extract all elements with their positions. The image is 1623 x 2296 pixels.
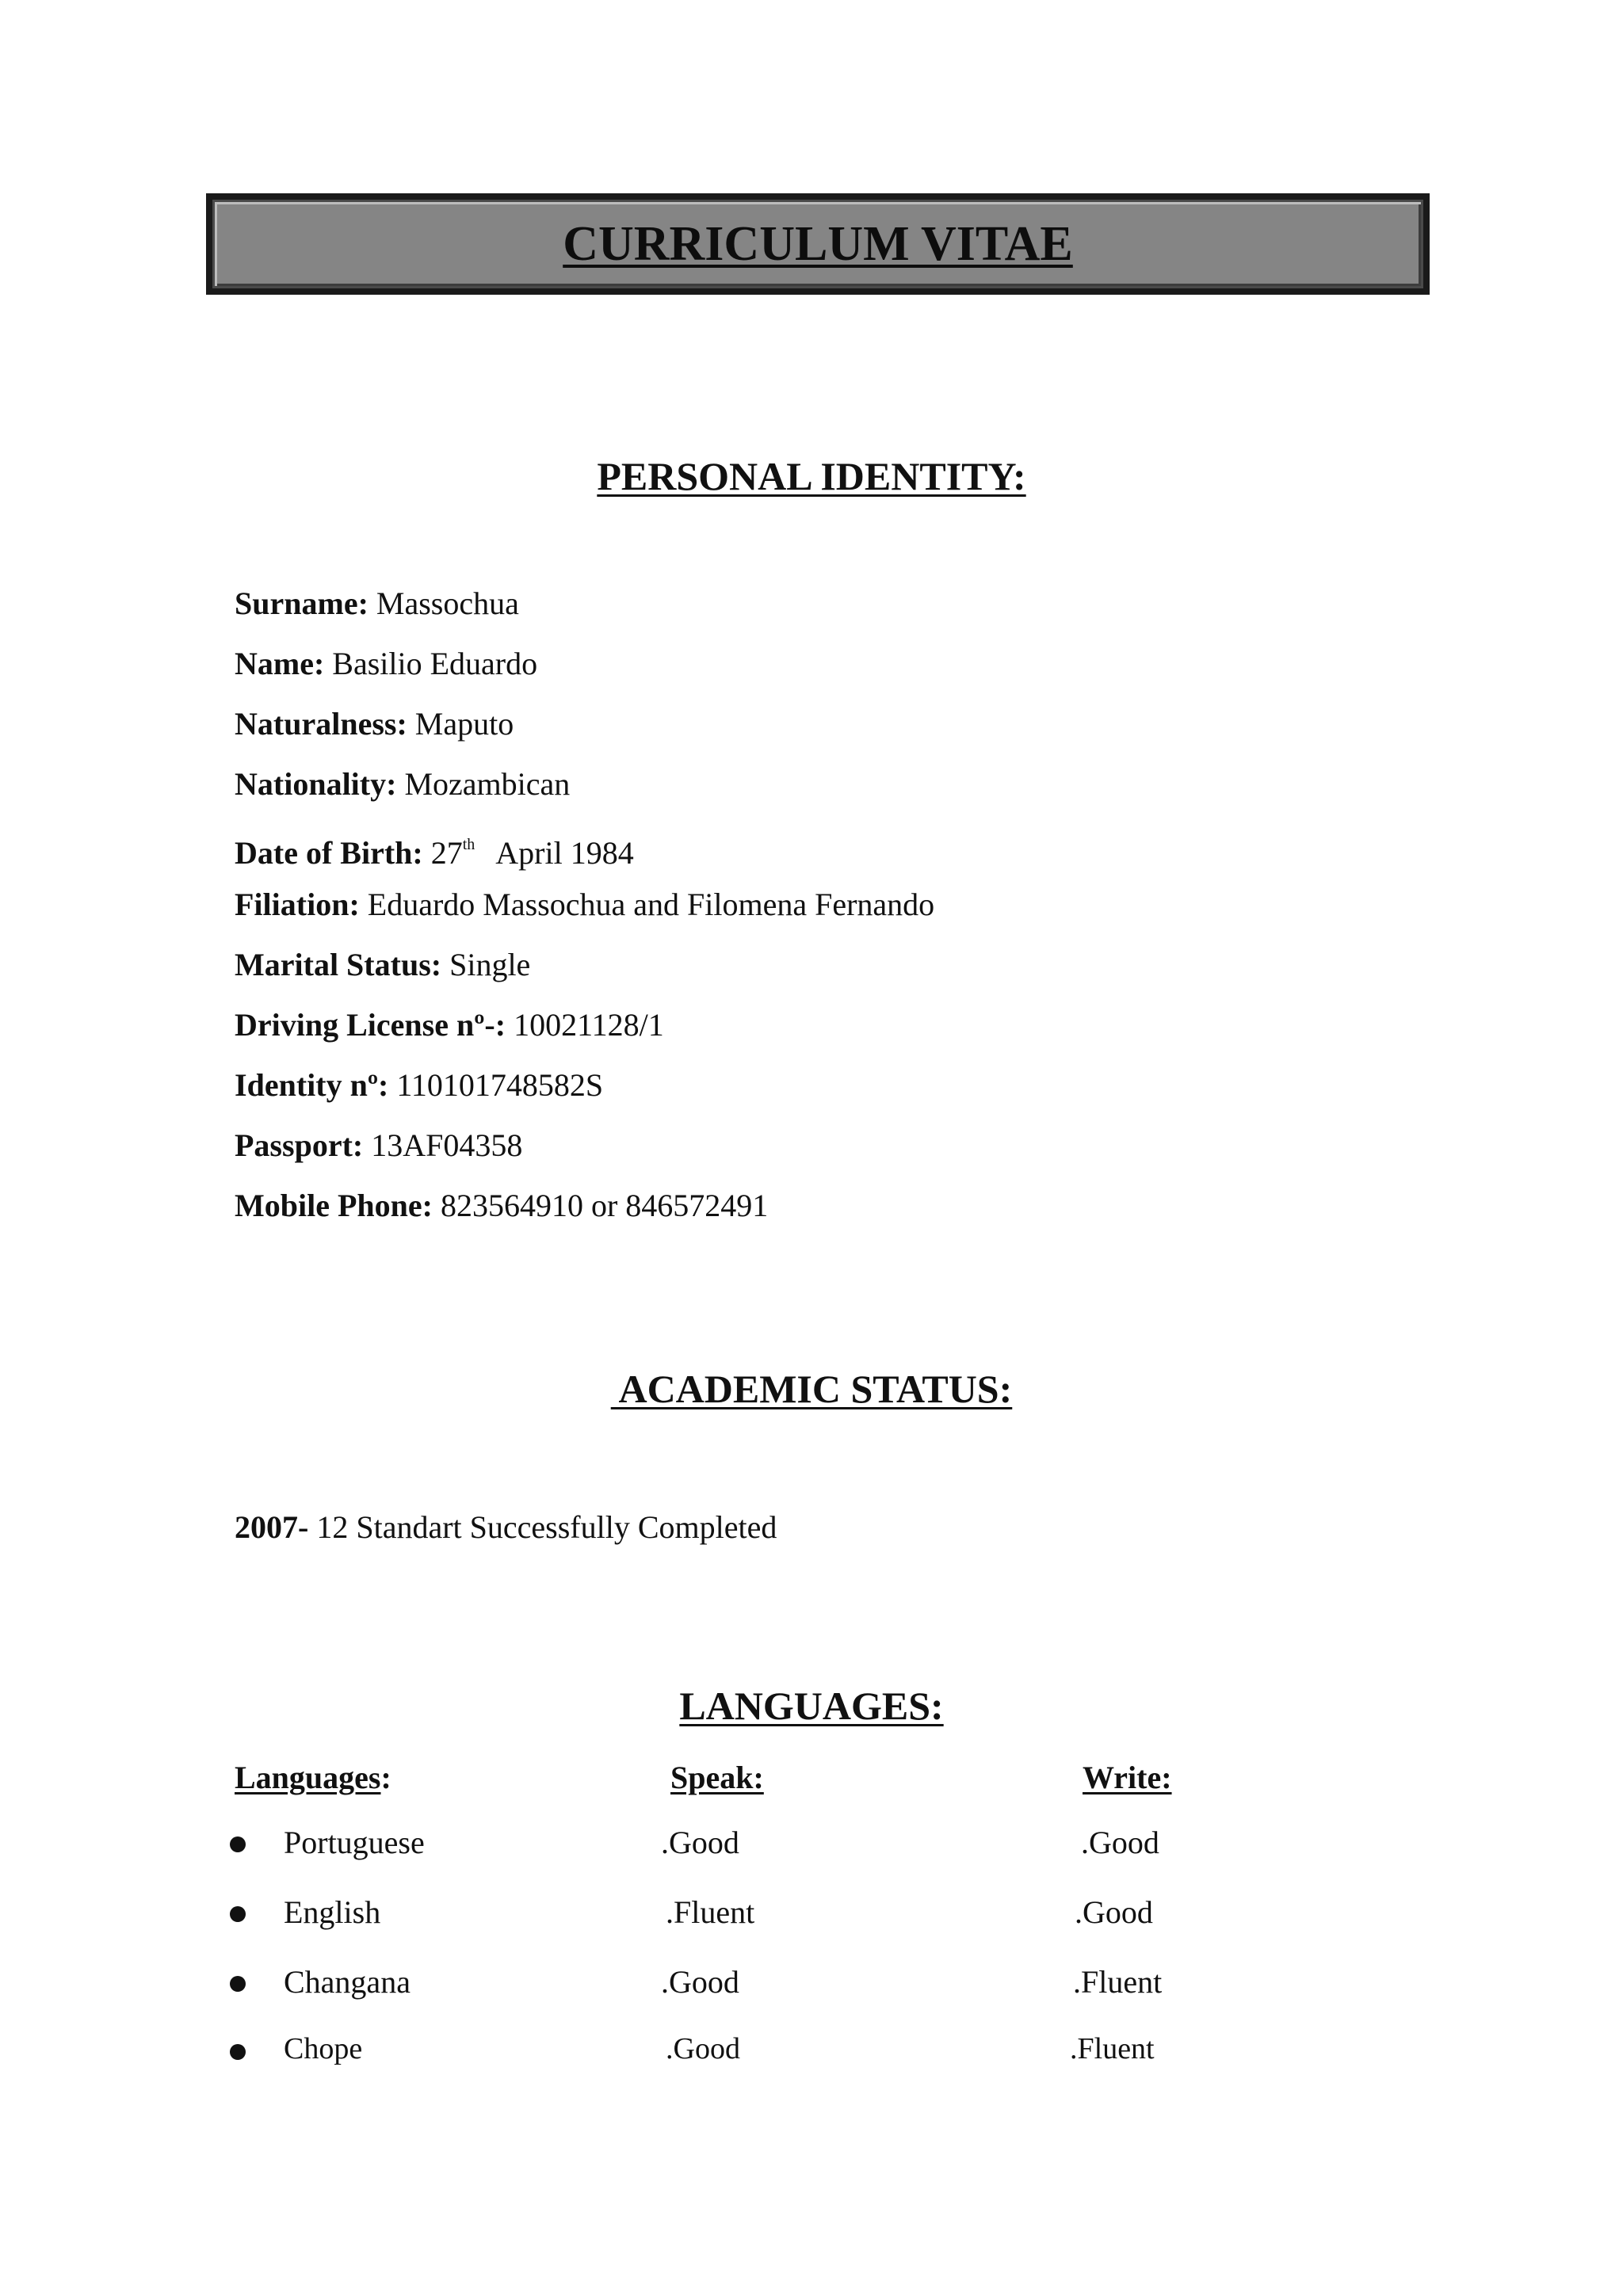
field-value-rest: April 1984 [495,835,634,871]
academic-status-heading: ACADEMIC STATUS: [610,1367,1013,1411]
language-speak-level: .Good [661,1964,739,2000]
field-value: 823564910 or 846572491 [440,1188,769,1223]
field-label: Mobile Phone: [235,1188,433,1223]
field-nationality [235,764,570,805]
field-label: Surname: [235,585,369,621]
language-speak-level: .Good [661,1825,739,1860]
column-header-write [1083,1759,1172,1796]
personal-identity-heading: PERSONAL IDENTITY: [597,454,1026,498]
field-label: Passport: [235,1127,364,1163]
field-filiation [235,884,934,925]
field-value: 13AF04358 [371,1127,523,1163]
column-header-write-label: Write: [1083,1760,1172,1795]
bullet-icon [230,1976,246,1992]
language-row [0,1824,1623,1868]
language-row [0,1894,1623,1938]
field-marital-status [235,944,530,986]
title-banner [206,193,1430,295]
field-value: Maputo [414,706,514,742]
language-name: Changana [284,1964,411,2000]
field-identity [235,1065,603,1106]
language-write-level: .Good [1075,1894,1153,1930]
field-name [235,643,537,685]
academic-description: 12 Standart Successfully Completed [316,1509,777,1545]
language-write-level: .Good [1081,1825,1159,1860]
field-label: Identity nº: [235,1067,389,1103]
language-speak-level: .Good [666,2032,740,2065]
field-value: Basilio Eduardo [332,646,538,681]
field-label: Nationality: [235,766,397,802]
languages-heading: LANGUAGES: [679,1684,944,1728]
field-naturalness [235,704,514,745]
column-header-language-label: Languages [235,1760,381,1795]
ordinal-suffix: th [462,836,475,853]
field-label: Filiation: [235,887,360,922]
bullet-icon [230,1836,246,1852]
field-driving-license [235,1005,664,1046]
language-name: Portuguese [284,1825,425,1860]
field-date-of-birth [235,824,634,874]
title-banner-inner [212,200,1423,288]
field-label: Naturalness: [235,706,407,742]
field-value: 110101748582S [396,1067,604,1103]
field-value: 27 [430,835,463,871]
field-mobile-phone [235,1185,768,1226]
language-name: Chope [284,2032,363,2065]
field-label: Driving License nº-: [235,1007,506,1043]
field-value: Massochua [376,585,519,621]
column-header-language-colon: : [380,1760,391,1795]
field-value: Single [449,947,531,982]
field-surname [235,583,519,624]
language-row [0,2031,1623,2076]
column-header-speak-label: Speak: [670,1760,764,1795]
academic-entry [235,1507,777,1548]
bullet-icon [230,2044,246,2060]
language-write-level: .Fluent [1070,2032,1155,2065]
field-passport [235,1125,522,1166]
column-header-language [235,1759,391,1796]
language-row [0,1963,1623,2008]
language-speak-level: .Fluent [666,1894,755,1930]
field-label: Marital Status: [235,947,442,982]
field-value: 10021128/1 [514,1007,664,1043]
field-value: Mozambican [404,766,571,802]
document-title: CURRICULUM VITAE [563,216,1073,271]
field-value: Eduardo Massochua and Filomena Fernando [367,887,935,922]
column-header-speak [670,1759,764,1796]
field-label: Name: [235,646,325,681]
language-name: English [284,1894,381,1930]
field-label: Date of Birth: [235,835,423,871]
language-write-level: .Fluent [1073,1964,1163,2000]
academic-year: 2007- [235,1509,309,1545]
bullet-icon [230,1906,246,1922]
